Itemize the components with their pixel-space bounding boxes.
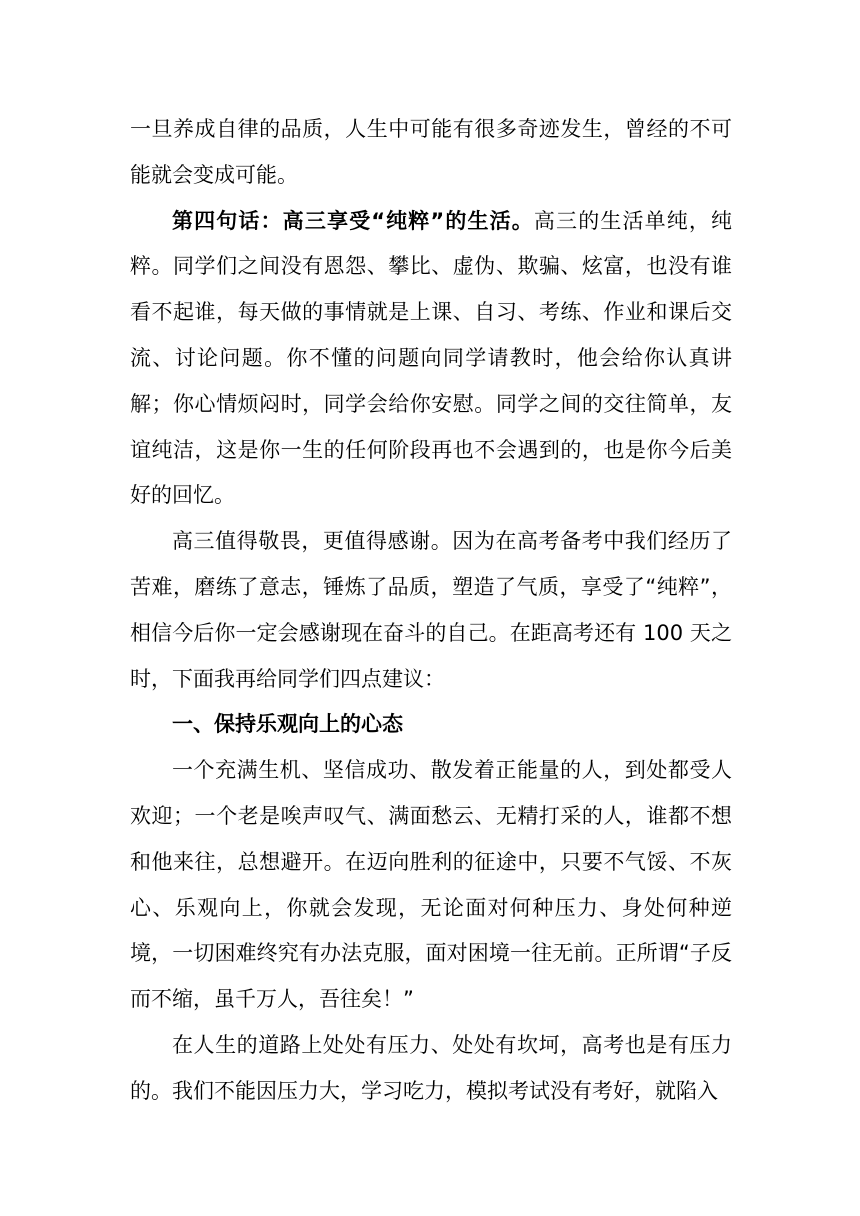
paragraph-fourth-saying [130, 199, 732, 520]
paragraph-pressure [130, 1023, 732, 1115]
paragraph-continuation [130, 107, 732, 199]
text-run: 一个充满生机、坚信成功、散发着正能量的人，到处都受人欢迎；一个老是唉声叹气、满面愁云、无精打采的人，谁都不想和他来往，总想避开。在迈向胜利的征途中，只要不气馁、不灰心、乐观向上，你就会发现，无论面对何种压力、身处何种逆境，一切困难终究有办法克服，面对困境一往无前。正所谓“子反而不缩，虽千万人，吾往矣！” [130, 758, 732, 1012]
text-run: 高三的生活单纯，纯粹。同学们之间没有恩怨、攀比、虚伪、欺骗、炫富，也没有谁看不起谁，每天做的事情就是上课、自习、考练、作业和课后交流、讨论问题。你不懂的问题向同学请教时，他会给你认真讲解；你心情烦闷时，同学会给你安慰。同学之间的交往简单，友谊纯洁，这是你一生的任何阶段再也不会遇到的，也是你今后美好的回忆。 [130, 208, 733, 508]
text-run: 一旦养成自律的品质，人生中可能有很多奇迹发生，曾经的不可能就会变成可能。 [130, 117, 732, 187]
section-heading-1 [130, 702, 732, 748]
text-run: 高三值得敬畏，更值得感谢。因为在高考备考中我们经历了苦难，磨练了意志，锤炼了品质，塑造了气质，享受了“纯粹”，相信今后你一定会感谢现在奋斗的自己。在距高考还有 100 天之时，下面我再给同学们四点建议： [130, 529, 732, 691]
paragraph-gratitude [130, 519, 732, 702]
paragraph-optimism [130, 748, 732, 1023]
text-run: 在人生的道路上处处有压力、处处有坎坷，高考也是有压力的。我们不能因压力大，学习吃力，模拟考试没有考好，就陷入 [130, 1032, 732, 1103]
heading-text: 一、保持乐观向上的心态 [172, 712, 403, 737]
bold-lead-sentence: 第四句话：高三享受“纯粹”的生活。 [172, 208, 534, 233]
document-body [130, 107, 732, 1115]
